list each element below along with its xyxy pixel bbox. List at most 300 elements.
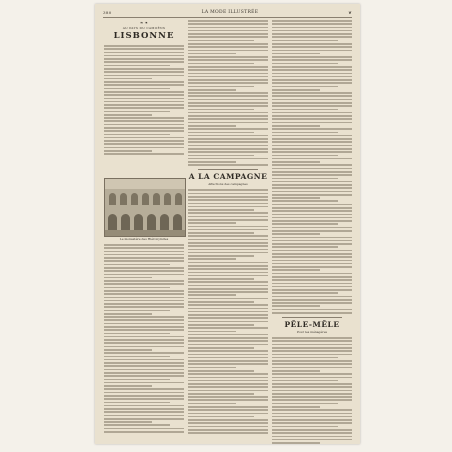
text-line <box>188 40 254 42</box>
text-line <box>272 246 338 248</box>
text-line <box>272 283 352 285</box>
text-line <box>104 251 184 253</box>
text-line <box>272 125 320 127</box>
text-line <box>272 299 352 301</box>
text-line <box>104 61 184 63</box>
text-line <box>188 33 268 35</box>
text-line <box>188 86 254 88</box>
flourish-icon: ❦ <box>348 9 352 15</box>
text-line <box>104 323 184 325</box>
text-line <box>104 254 184 256</box>
text-line <box>104 293 184 295</box>
text-line <box>188 112 268 114</box>
text-line <box>272 243 352 245</box>
text-line <box>188 419 268 421</box>
text-line <box>272 63 338 65</box>
text-line <box>188 222 236 224</box>
text-line <box>104 277 152 279</box>
text-line <box>188 242 268 244</box>
text-line <box>272 403 338 405</box>
text-line <box>188 252 268 254</box>
text-line <box>188 268 268 270</box>
text-line <box>188 308 268 310</box>
text-line <box>188 337 268 339</box>
text-line <box>104 98 184 100</box>
text-line <box>272 390 352 392</box>
text-line <box>188 189 268 191</box>
text-line <box>272 174 352 176</box>
text-line <box>104 88 170 90</box>
text-line <box>104 84 184 86</box>
text-line <box>188 262 268 264</box>
photo-caption: Le monastère des Hiéronymites <box>119 237 169 241</box>
text-line <box>272 220 352 222</box>
text-line <box>272 347 352 349</box>
text-line <box>188 193 268 195</box>
text-line <box>188 304 268 306</box>
text-line <box>188 151 268 153</box>
text-line <box>188 92 268 94</box>
text-line <box>188 399 268 401</box>
text-line <box>104 147 184 149</box>
text-line <box>188 209 254 211</box>
article-title-lisbonne: LISBONNE <box>113 31 175 41</box>
text-line <box>104 48 184 50</box>
text-line <box>272 204 352 206</box>
text-line <box>104 130 184 132</box>
text-line <box>188 321 268 323</box>
text-line <box>104 421 152 423</box>
text-line <box>104 362 184 364</box>
text-line <box>272 181 352 183</box>
text-line <box>104 388 184 390</box>
monastery-photo <box>104 178 186 237</box>
text-line <box>272 40 338 42</box>
text-line <box>272 357 338 359</box>
text-line <box>104 140 184 142</box>
text-line <box>272 145 352 147</box>
text-line <box>188 301 254 303</box>
text-line <box>272 187 352 189</box>
text-line <box>272 118 352 120</box>
text-line <box>272 161 320 163</box>
article-kicker: AU PAYS DU CAMOËNS <box>122 26 166 30</box>
text-line <box>188 89 236 91</box>
text-line <box>188 370 254 372</box>
text-line <box>104 349 152 351</box>
text-line <box>104 336 184 338</box>
text-line <box>272 296 352 298</box>
text-line <box>188 422 268 424</box>
text-line <box>104 55 184 57</box>
text-line <box>104 71 184 73</box>
text-line <box>272 250 352 252</box>
text-line <box>272 73 352 75</box>
text-line <box>104 415 184 417</box>
text-line <box>272 79 352 81</box>
text-line <box>188 386 268 388</box>
text-line <box>188 164 268 166</box>
text-line <box>272 95 352 97</box>
text-line <box>272 269 320 271</box>
text-line <box>188 291 268 293</box>
text-line <box>188 102 268 104</box>
text-line <box>272 396 352 398</box>
page-number: 380 <box>103 9 112 15</box>
text-line <box>272 76 352 78</box>
text-line <box>188 265 268 267</box>
text-line <box>272 419 352 421</box>
text-line <box>188 239 268 241</box>
text-line <box>188 73 268 75</box>
text-line <box>188 403 236 405</box>
text-line <box>188 161 236 163</box>
text-line <box>272 253 352 255</box>
text-line <box>188 199 268 201</box>
text-line <box>272 439 352 441</box>
text-line <box>188 393 254 395</box>
text-line <box>188 105 268 107</box>
text-line <box>272 23 352 25</box>
text-line <box>272 27 352 29</box>
text-line <box>272 105 352 107</box>
text-line <box>104 58 184 60</box>
text-line <box>188 125 236 127</box>
text-line <box>272 409 352 411</box>
text-line <box>188 324 254 326</box>
text-line <box>272 370 320 372</box>
text-line <box>104 365 184 367</box>
text-line <box>272 223 338 225</box>
text-line <box>104 65 170 67</box>
text-line <box>188 357 268 359</box>
text-line <box>272 337 352 339</box>
text-line <box>272 109 338 111</box>
text-line <box>188 155 254 157</box>
text-line <box>188 203 268 205</box>
text-line <box>188 141 268 143</box>
text-line <box>188 340 268 342</box>
text-line <box>104 290 184 292</box>
text-line <box>188 229 268 231</box>
text-line <box>272 354 352 356</box>
text-line <box>188 66 268 68</box>
text-line <box>272 273 352 275</box>
section-divider <box>198 169 258 170</box>
text-line <box>104 333 170 335</box>
text-line <box>104 375 184 377</box>
article-title-campagne: A LA CAMPAGNE <box>188 172 268 182</box>
text-line <box>104 297 184 299</box>
text-line <box>188 69 268 71</box>
text-line <box>188 278 254 280</box>
text-line <box>272 276 352 278</box>
column-middle <box>188 20 268 436</box>
text-line <box>188 50 268 52</box>
text-line <box>188 249 268 251</box>
text-line <box>104 310 170 312</box>
text-line <box>188 158 268 160</box>
text-line <box>188 354 268 356</box>
text-line <box>188 311 268 313</box>
text-line <box>104 270 184 272</box>
text-line <box>272 148 352 150</box>
text-line <box>104 153 184 155</box>
text-line <box>104 127 184 129</box>
text-line <box>104 264 170 266</box>
text-line <box>272 20 352 22</box>
text-line <box>104 91 184 93</box>
text-line <box>272 289 352 291</box>
text-line <box>272 256 352 258</box>
text-line <box>272 43 352 45</box>
text-line <box>272 99 352 101</box>
text-line <box>272 135 352 137</box>
text-line <box>188 23 268 25</box>
text-line <box>272 386 352 388</box>
text-line <box>104 313 152 315</box>
text-line <box>104 424 170 426</box>
text-line <box>188 206 268 208</box>
text-line <box>272 36 352 38</box>
text-line <box>272 30 352 32</box>
text-line <box>104 45 184 47</box>
text-line <box>188 59 268 61</box>
text-line <box>104 134 170 136</box>
text-line <box>188 272 268 274</box>
text-line <box>272 122 352 124</box>
text-line <box>272 178 338 180</box>
text-line <box>104 356 170 358</box>
text-line <box>104 431 184 433</box>
text-line <box>188 416 254 418</box>
text-line <box>188 212 268 214</box>
text-line <box>272 141 352 143</box>
text-line <box>272 432 352 434</box>
text-line <box>272 233 320 235</box>
text-line <box>104 372 184 374</box>
text-line <box>188 298 268 300</box>
text-line <box>104 346 184 348</box>
text-line <box>188 327 268 329</box>
text-line <box>272 367 352 369</box>
text-line <box>104 104 184 106</box>
text-line <box>104 300 184 302</box>
text-line <box>188 82 268 84</box>
text-line <box>272 416 352 418</box>
text-line <box>272 207 352 209</box>
text-line <box>272 214 352 216</box>
text-line <box>104 339 184 341</box>
text-line <box>188 317 268 319</box>
text-line <box>104 402 170 404</box>
text-line <box>272 128 352 130</box>
text-line <box>272 112 352 114</box>
text-line <box>272 340 352 342</box>
text-line <box>188 285 268 287</box>
text-line <box>188 128 268 130</box>
text-line <box>272 92 352 94</box>
text-line <box>104 124 184 126</box>
text-line <box>188 56 268 58</box>
text-line <box>104 379 170 381</box>
text-line <box>272 151 352 153</box>
text-line <box>104 392 184 394</box>
text-line <box>272 197 320 199</box>
text-line <box>272 89 320 91</box>
article-body-lisbonne <box>104 45 184 155</box>
text-line <box>104 418 184 420</box>
text-line <box>188 294 236 296</box>
text-line <box>188 219 268 221</box>
text-line <box>272 210 352 212</box>
text-line <box>104 260 184 262</box>
text-line <box>104 94 184 96</box>
text-line <box>188 63 254 65</box>
text-line <box>188 406 268 408</box>
magazine-page <box>95 4 360 444</box>
text-line <box>188 255 254 257</box>
text-line <box>272 59 352 61</box>
article-title-pele-mele: PÊLE-MÊLE <box>284 320 340 330</box>
text-line <box>188 432 268 434</box>
text-line <box>272 309 352 311</box>
text-line <box>188 118 268 120</box>
text-line <box>104 385 152 387</box>
column-left-lower <box>104 244 184 434</box>
text-line <box>272 363 352 365</box>
text-line <box>272 240 352 242</box>
text-line <box>188 314 268 316</box>
text-line <box>272 158 352 160</box>
text-line <box>104 306 184 308</box>
text-line <box>104 150 152 152</box>
text-line <box>272 102 352 104</box>
text-line <box>104 283 184 285</box>
text-line <box>272 286 352 288</box>
text-line <box>188 377 268 379</box>
text-line <box>272 260 352 262</box>
text-line <box>104 329 184 331</box>
text-line <box>104 359 184 361</box>
text-line <box>272 56 352 58</box>
text-line <box>104 52 184 54</box>
text-line <box>272 164 352 166</box>
text-line <box>272 350 352 352</box>
text-line <box>272 302 352 304</box>
text-line <box>272 393 352 395</box>
text-line <box>272 429 352 431</box>
text-line <box>188 380 268 382</box>
text-line <box>104 120 184 122</box>
text-line <box>272 138 352 140</box>
text-line <box>272 413 352 415</box>
text-line <box>188 344 268 346</box>
text-line <box>272 279 352 281</box>
text-line <box>188 429 268 431</box>
page-header <box>103 8 352 16</box>
text-line <box>272 171 352 173</box>
text-line <box>272 373 352 375</box>
text-line <box>188 347 254 349</box>
text-line <box>104 405 184 407</box>
text-line <box>188 409 268 411</box>
text-line <box>188 43 268 45</box>
text-line <box>188 53 236 55</box>
text-line <box>188 122 268 124</box>
text-line <box>104 398 184 400</box>
text-line <box>188 135 268 137</box>
text-line <box>272 184 352 186</box>
text-line <box>188 76 268 78</box>
text-line <box>104 428 184 430</box>
text-line <box>104 411 184 413</box>
text-line <box>188 132 254 134</box>
text-line <box>188 331 236 333</box>
text-line <box>272 33 352 35</box>
text-line <box>188 20 268 22</box>
text-line <box>104 81 184 83</box>
text-line <box>104 143 184 145</box>
text-line <box>104 101 184 103</box>
text-line <box>188 196 268 198</box>
text-line <box>104 395 184 397</box>
text-line <box>188 426 268 428</box>
text-line <box>188 216 268 218</box>
text-line <box>272 442 320 444</box>
text-line <box>188 148 268 150</box>
section-divider <box>282 317 342 318</box>
text-line <box>104 303 184 305</box>
text-line <box>188 27 268 29</box>
text-line <box>272 426 338 428</box>
text-line <box>272 399 352 401</box>
text-line <box>272 66 352 68</box>
text-line <box>272 360 352 362</box>
text-line <box>188 109 254 111</box>
text-line <box>104 117 184 119</box>
text-line <box>272 46 352 48</box>
text-line <box>272 377 352 379</box>
text-line <box>188 232 254 234</box>
text-line <box>104 287 170 289</box>
text-line <box>272 266 352 268</box>
text-line <box>104 382 184 384</box>
text-line <box>272 230 352 232</box>
text-line <box>188 145 268 147</box>
text-line <box>104 137 184 139</box>
text-line <box>104 408 184 410</box>
text-line <box>272 86 338 88</box>
magazine-title: LA MODE ILLUSTRÉE <box>201 9 259 15</box>
text-line <box>272 155 338 157</box>
text-line <box>188 383 268 385</box>
text-line <box>104 274 184 276</box>
text-line <box>272 312 352 314</box>
text-line <box>104 316 184 318</box>
text-line <box>104 342 184 344</box>
text-line <box>272 344 352 346</box>
text-line <box>104 75 184 77</box>
text-line <box>188 235 268 237</box>
text-line <box>272 422 352 424</box>
text-line <box>188 226 268 228</box>
text-line <box>188 396 268 398</box>
text-line <box>188 36 268 38</box>
ornament-icon: ❧ ❧ <box>140 20 148 25</box>
text-line <box>188 288 268 290</box>
text-line <box>272 191 352 193</box>
